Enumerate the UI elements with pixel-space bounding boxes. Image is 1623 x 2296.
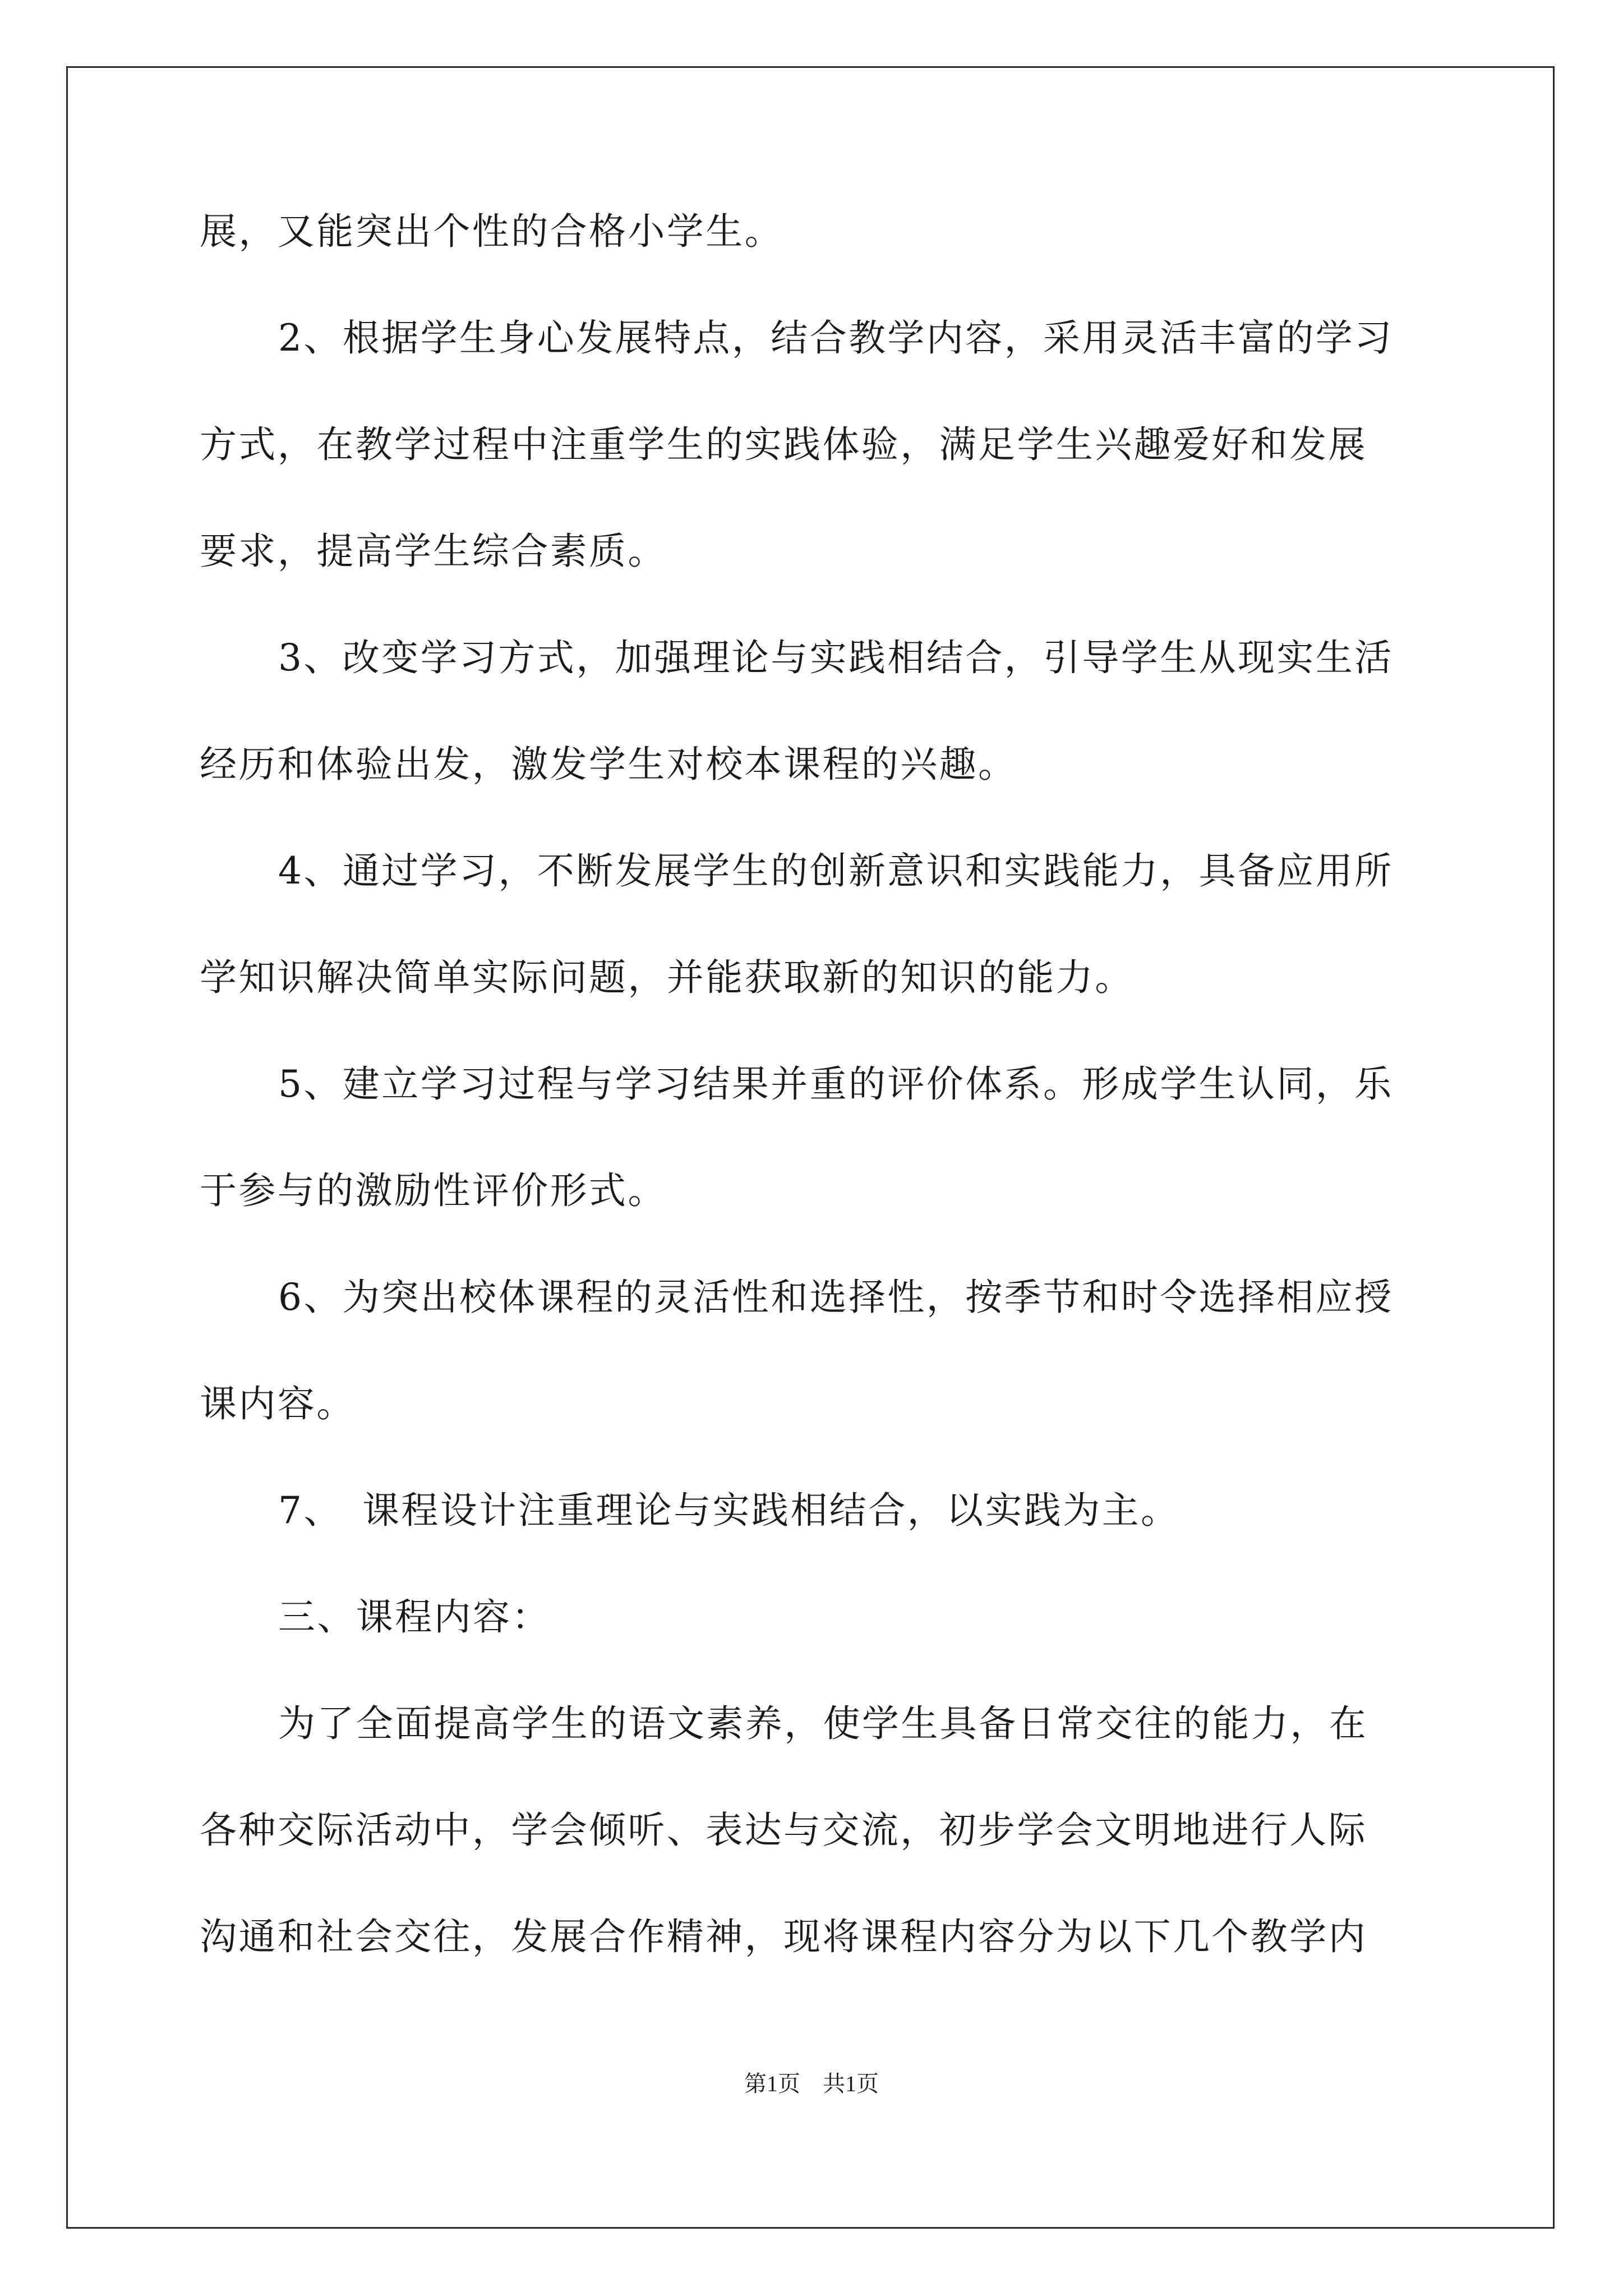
- text-line: 各种交际活动中，学会倾听、表达与交流，初步学会文明地进行人际: [200, 1809, 1367, 1852]
- page-footer: [0, 2070, 1623, 2098]
- text-line: 于参与的激励性评价形式。: [200, 1169, 667, 1212]
- text-line: 4、通过学习，不断发展学生的创新意识和实践能力，具备应用所: [278, 849, 1394, 892]
- text-line: 经历和体验出发，激发学生对校本课程的兴趣。: [200, 743, 1017, 786]
- text-line: 方式，在教学过程中注重学生的实践体验，满足学生兴趣爱好和发展: [200, 423, 1367, 466]
- text-line: 要求，提高学生综合素质。: [200, 530, 667, 573]
- text-line: 2、根据学生身心发展特点，结合教学内容，采用灵活丰富的学习: [278, 316, 1394, 360]
- text-line: [278, 1485, 1179, 1536]
- text-line: 为了全面提高学生的语文素养，使学生具备日常交往的能力，在: [278, 1702, 1368, 1745]
- text-line: 沟通和社会交往，发展合作精神，现将课程内容分为以下几个教学内: [200, 1915, 1367, 1958]
- list-item-text: 课程设计注重理论与实践相结合，以实践为主。: [362, 1489, 1180, 1532]
- text-line: 5、建立学习过程与学习结果并重的评价体系。形成学生认同，乐: [278, 1062, 1394, 1106]
- text-line: 展，又能突出个性的合格小学生。: [200, 210, 783, 253]
- list-item-number: 7、: [278, 1489, 343, 1532]
- page-total: 共1页: [823, 2071, 879, 2096]
- text-line: 学知识解决简单实际问题，并能获取新的知识的能力。: [200, 956, 1134, 999]
- text-line: 3、改变学习方式，加强理论与实践相结合，引导学生从现实生活: [278, 636, 1394, 679]
- text-line: 6、为突出校体课程的灵活性和选择性，按季节和时令选择相应授: [278, 1276, 1394, 1319]
- page-frame: [66, 66, 1555, 2229]
- page-current: 第1页: [744, 2071, 800, 2096]
- section-heading: 三、课程内容：: [278, 1595, 551, 1639]
- text-line: 课内容。: [200, 1382, 356, 1425]
